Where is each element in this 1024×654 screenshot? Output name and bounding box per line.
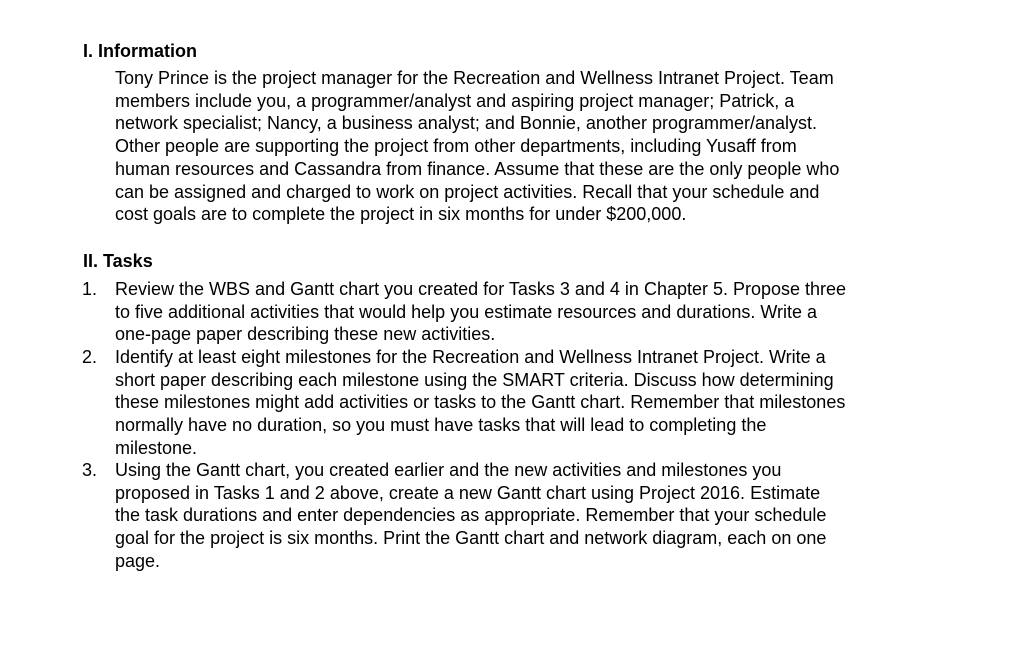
task-number: 3.	[82, 460, 98, 480]
information-paragraph	[115, 67, 935, 226]
task-line: normally have no duration, so you must have tasks that will lead to completing the	[115, 415, 767, 436]
task-line: milestone.	[115, 437, 198, 458]
task-line: one-page paper describing these new activities.	[115, 324, 496, 345]
task-line: short paper describing each milestone using the SMART criteria. Discuss how determining	[115, 369, 834, 390]
paragraph-line: members include you, a programmer/analyst and aspiring project manager; Patrick, a	[115, 90, 795, 111]
task-line: the task durations and enter dependencies as appropriate. Remember that your schedule	[115, 505, 827, 526]
task-line: these milestones might add activities or tasks to the Gantt chart. Remember that milestones	[115, 392, 846, 413]
task-number: 1.	[82, 279, 98, 299]
paragraph-line: Tony Prince is the project manager for the Recreation and Wellness Intranet Project. Team	[115, 68, 834, 88]
task-line: proposed in Tasks 1 and 2 above, create a new Gantt chart using Project 2016. Estimate	[115, 482, 821, 503]
paragraph-line: network specialist; Nancy, a business analyst; and Bonnie, another programmer/analyst.	[115, 113, 818, 134]
paragraph-line: human resources and Cassandra from finance. Assume that these are the only people who	[115, 158, 840, 179]
paragraph-line: can be assigned and charged to work on project activities. Recall that your schedule and	[115, 181, 820, 202]
paragraph-line: cost goals are to complete the project in six months for under $200,000.	[115, 204, 687, 225]
section-heading-tasks: II. Tasks	[83, 251, 153, 271]
task-line: Identify at least eight milestones for the Recreation and Wellness Intranet Project. Write a	[115, 347, 826, 367]
section-heading-information: I. Information	[83, 41, 197, 61]
task-line: to five additional activities that would help you estimate resources and durations. Write a	[115, 301, 818, 322]
task-number: 2.	[82, 347, 98, 367]
task-line: page.	[115, 550, 161, 571]
task-line: Review the WBS and Gantt chart you created for Tasks 3 and 4 in Chapter 5. Propose three	[115, 279, 847, 299]
task-text	[115, 459, 826, 573]
task-line: goal for the project is six months. Print the Gantt chart and network diagram, each on one	[115, 528, 827, 549]
task-line: Using the Gantt chart, you created earlier and the new activities and milestones you	[115, 460, 782, 480]
task-text	[115, 278, 846, 346]
task-text	[115, 346, 845, 460]
paragraph-line: Other people are supporting the project from other departments, including Yusaff from	[115, 136, 797, 157]
